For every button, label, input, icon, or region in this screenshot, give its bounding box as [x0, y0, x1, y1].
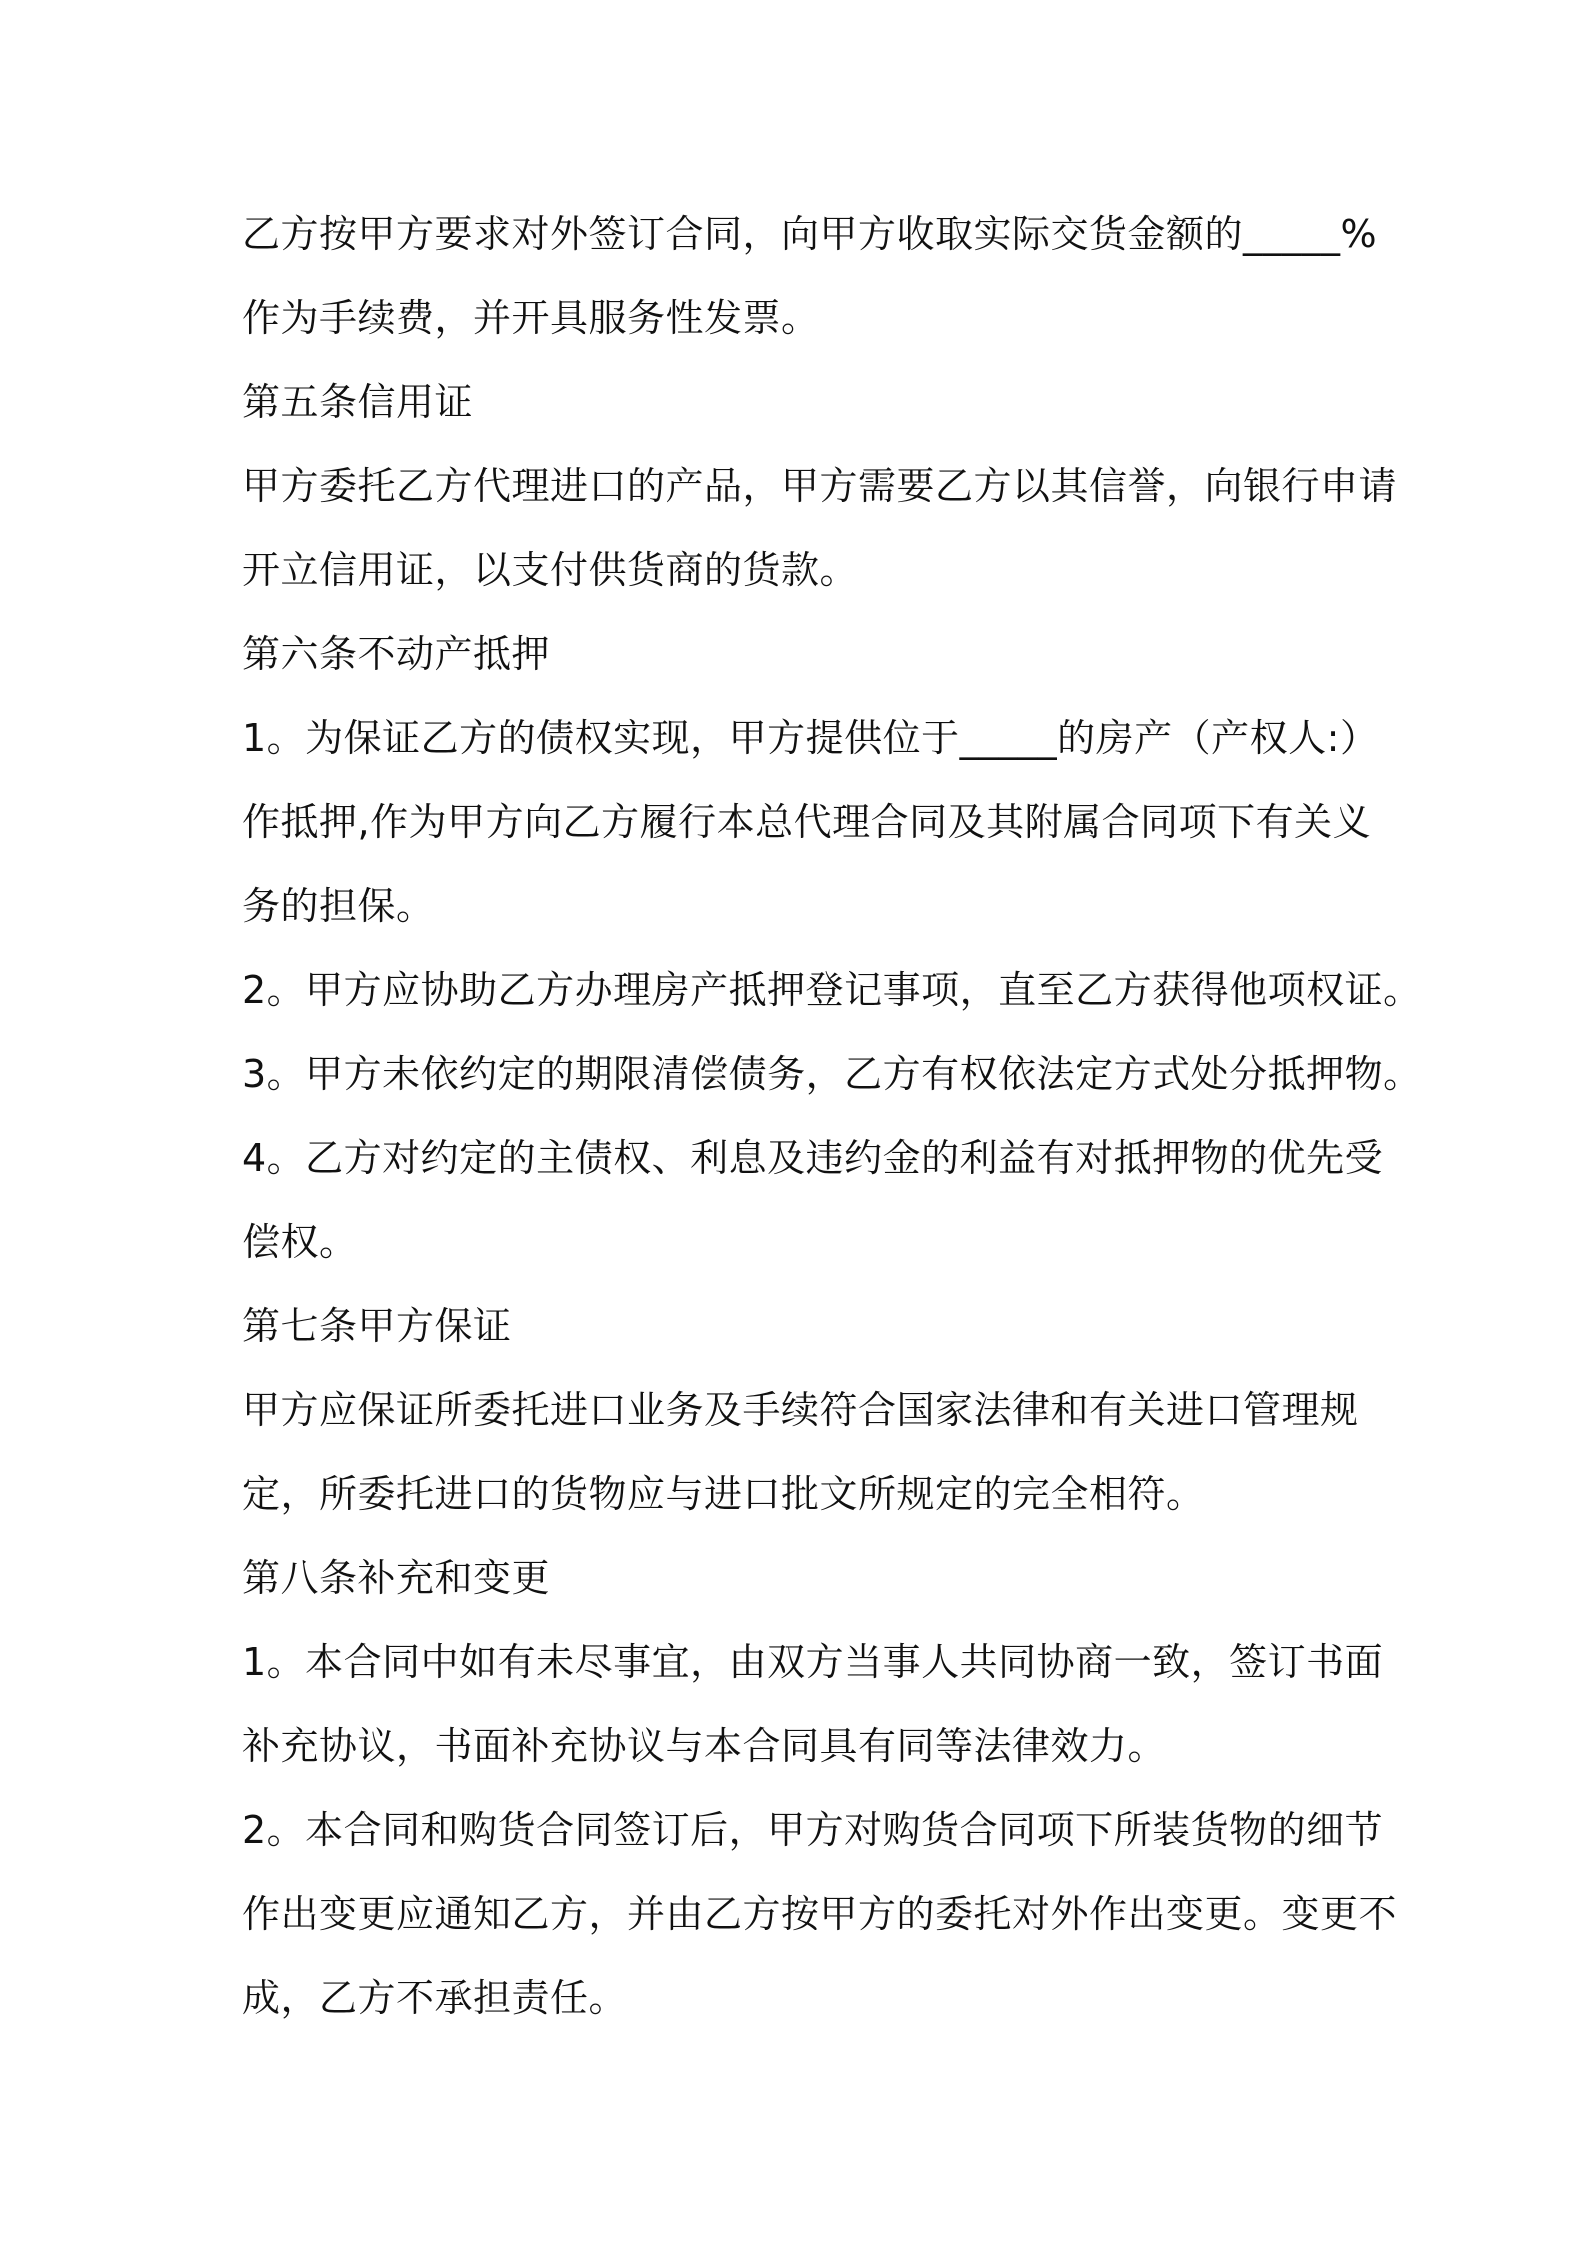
section-heading-7: 第七条甲方保证: [242, 1304, 512, 1348]
text-line: 1。本合同中如有未尽事宜，由双方当事人共同协商一致，签订书面: [242, 1640, 1384, 1684]
section-heading-6: 第六条不动产抵押: [242, 632, 551, 676]
document-body: [242, 192, 1422, 2040]
text-line: 甲方应保证所委托进口业务及手续符合国家法律和有关进口管理规: [242, 1388, 1359, 1432]
text-line: 定，所委托进口的货物应与进口批文所规定的完全相符。: [242, 1472, 1205, 1516]
text-line: 1。为保证乙方的债权实现，甲方提供位于_____的房产（产权人:）: [242, 716, 1379, 760]
text-line: 偿权。: [242, 1220, 358, 1264]
text-line: 4。乙方对约定的主债权、利息及违约金的利益有对抵押物的优先受: [242, 1136, 1384, 1180]
text-line: 2。甲方应协助乙方办理房产抵押登记事项，直至乙方获得他项权证。: [242, 968, 1422, 1012]
text-line: 2。本合同和购货合同签订后，甲方对购货合同项下所装货物的细节: [242, 1808, 1384, 1852]
text-line: 作出变更应通知乙方，并由乙方按甲方的委托对外作出变更。变更不: [242, 1892, 1398, 1936]
text-line: 成，乙方不承担责任。: [242, 1976, 628, 2020]
section-heading-5: 第五条信用证: [242, 380, 474, 424]
text-line: 作抵押,作为甲方向乙方履行本总代理合同及其附属合同项下有关义: [242, 800, 1372, 844]
text-line: 甲方委托乙方代理进口的产品，甲方需要乙方以其信誉，向银行申请: [242, 464, 1398, 508]
section-heading-8: 第八条补充和变更: [242, 1556, 551, 1600]
text-line: 乙方按甲方要求对外签订合同，向甲方收取实际交货金额的_____%: [242, 212, 1378, 256]
text-line: 补充协议，书面补充协议与本合同具有同等法律效力。: [242, 1724, 1167, 1768]
text-line: 作为手续费，并开具服务性发票。: [242, 296, 820, 340]
text-line: 务的担保。: [242, 884, 435, 928]
text-line: 开立信用证，以支付供货商的货款。: [242, 548, 859, 592]
text-line: 3。甲方未依约定的期限清偿债务，乙方有权依法定方式处分抵押物。: [242, 1052, 1422, 1096]
